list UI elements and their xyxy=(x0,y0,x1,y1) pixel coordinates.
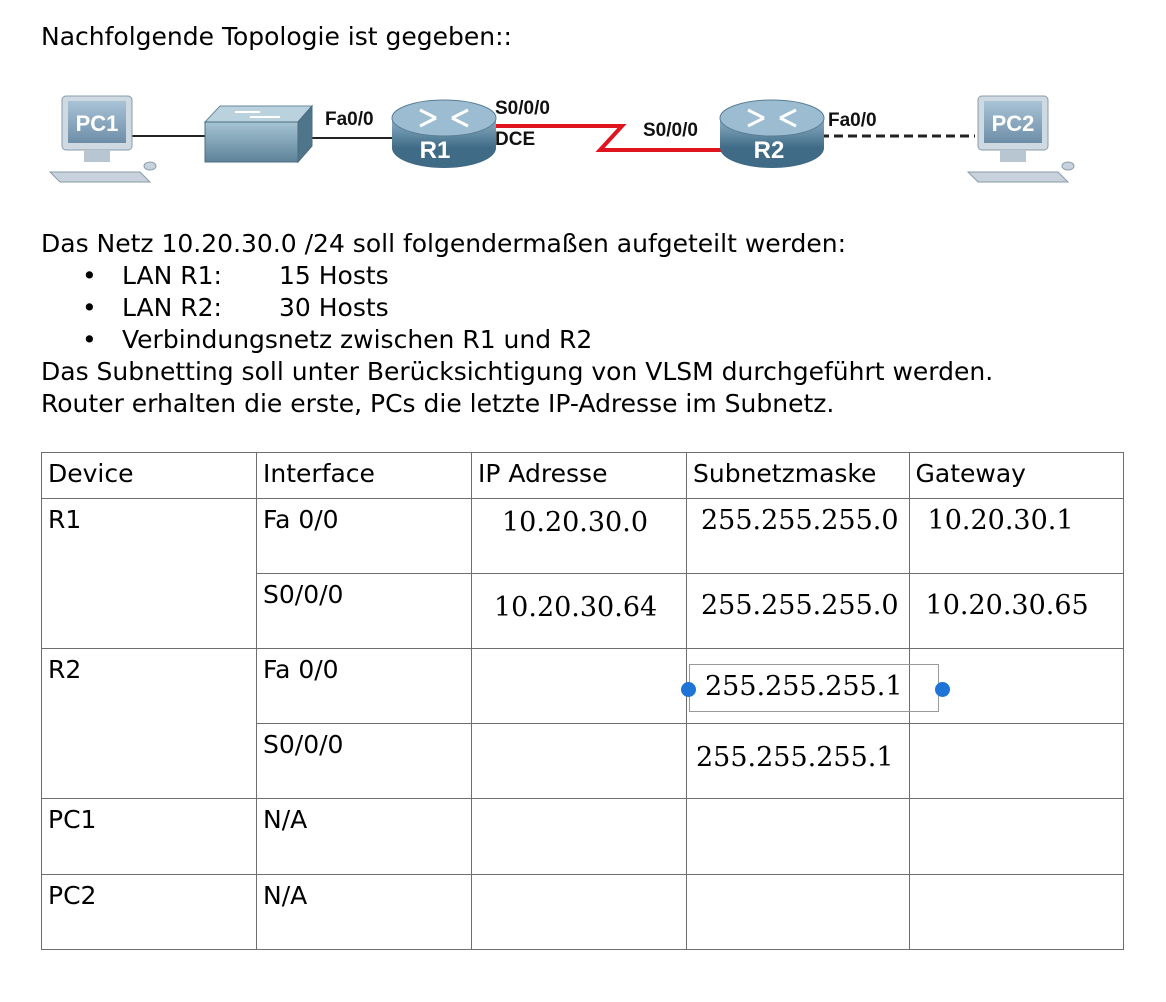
ip-cell[interactable]: 10.20.30.64 xyxy=(472,574,687,649)
gateway-cell[interactable]: 10.20.30.1 xyxy=(909,499,1123,574)
interface-cell: Fa 0/0 xyxy=(257,649,472,724)
device-cell: PC2 xyxy=(42,875,257,950)
interface-cell: N/A xyxy=(257,875,472,950)
table-row xyxy=(42,649,1124,724)
mask-cell[interactable] xyxy=(687,875,910,950)
gateway-cell[interactable]: 10.20.30.65 xyxy=(909,574,1123,649)
r1-label: R1 xyxy=(419,137,451,164)
selection-handle-right[interactable] xyxy=(935,682,950,697)
text-selection-box[interactable] xyxy=(689,664,939,712)
mask-cell[interactable] xyxy=(687,799,910,875)
interface-cell: Fa 0/0 xyxy=(257,499,472,574)
switch-icon xyxy=(205,106,312,162)
mask-cell[interactable]: 255.255.255.0 xyxy=(687,574,910,649)
router-r1-icon xyxy=(392,100,496,168)
interface-cell: N/A xyxy=(257,799,472,875)
ip-cell[interactable] xyxy=(472,799,687,875)
table-row xyxy=(42,875,1124,950)
r2-fa-label: Fa0/0 xyxy=(828,110,877,131)
list-item: • Verbindungsnetz zwischen R1 und R2 xyxy=(41,324,993,356)
device-cell: R2 xyxy=(42,649,257,799)
task-list xyxy=(41,260,993,356)
mask-cell[interactable]: 255.255.255.1 xyxy=(687,649,910,724)
task-line-2: Das Subnetting soll unter Berücksichtigung von VLSM durchgeführt werden. xyxy=(41,357,994,386)
header-interface: Interface xyxy=(257,453,472,499)
intro-text: Nachfolgende Topologie ist gegeben:: xyxy=(41,22,512,51)
gateway-cell[interactable] xyxy=(909,724,1123,799)
gateway-cell[interactable] xyxy=(909,875,1123,950)
table-header-row xyxy=(42,453,1124,499)
r2-label: R2 xyxy=(753,137,785,164)
r1-serial-label: S0/0/0 xyxy=(495,98,550,119)
pc1-label: PC1 xyxy=(75,111,119,136)
r1-dce-label: DCE xyxy=(495,129,536,150)
mask-cell[interactable]: 255.255.255.0 xyxy=(687,499,910,574)
header-mask: Subnetzmaske xyxy=(687,453,910,499)
gateway-cell[interactable] xyxy=(909,799,1123,875)
ip-cell[interactable] xyxy=(472,649,687,724)
list-item: • LAN R2: 30 Hosts xyxy=(41,292,993,324)
interface-cell: S0/0/0 xyxy=(257,724,472,799)
header-gateway: Gateway xyxy=(909,453,1123,499)
r2-serial-label: S0/0/0 xyxy=(643,120,698,141)
r1-fa-label: Fa0/0 xyxy=(325,109,374,130)
pc1-icon xyxy=(50,96,156,182)
task-line-3: Router erhalten die erste, PCs die letzte IP-Adresse im Subnetz. xyxy=(41,389,835,418)
device-cell: PC1 xyxy=(42,799,257,875)
selection-handle-left[interactable] xyxy=(681,682,696,697)
device-cell: R1 xyxy=(42,499,257,649)
ip-cell[interactable] xyxy=(472,724,687,799)
router-r2-icon xyxy=(720,100,824,168)
ip-cell[interactable]: 10.20.30.0 xyxy=(472,499,687,574)
pc2-icon xyxy=(968,96,1074,182)
interface-cell: S0/0/0 xyxy=(257,574,472,649)
task-line-1: Das Netz 10.20.30.0 /24 soll folgendermaßen aufgeteilt werden: xyxy=(41,229,847,258)
header-device: Device xyxy=(42,453,257,499)
topology-diagram xyxy=(40,88,1130,198)
table-row xyxy=(42,499,1124,574)
header-ip: IP Adresse xyxy=(472,453,687,499)
addressing-table xyxy=(41,452,1124,950)
ip-cell[interactable] xyxy=(472,875,687,950)
table-row xyxy=(42,799,1124,875)
mask-cell[interactable]: 255.255.255.1 xyxy=(687,724,910,799)
pc2-label: PC2 xyxy=(991,111,1035,136)
list-item: • LAN R1: 15 Hosts xyxy=(41,260,993,292)
task-description xyxy=(41,228,993,420)
